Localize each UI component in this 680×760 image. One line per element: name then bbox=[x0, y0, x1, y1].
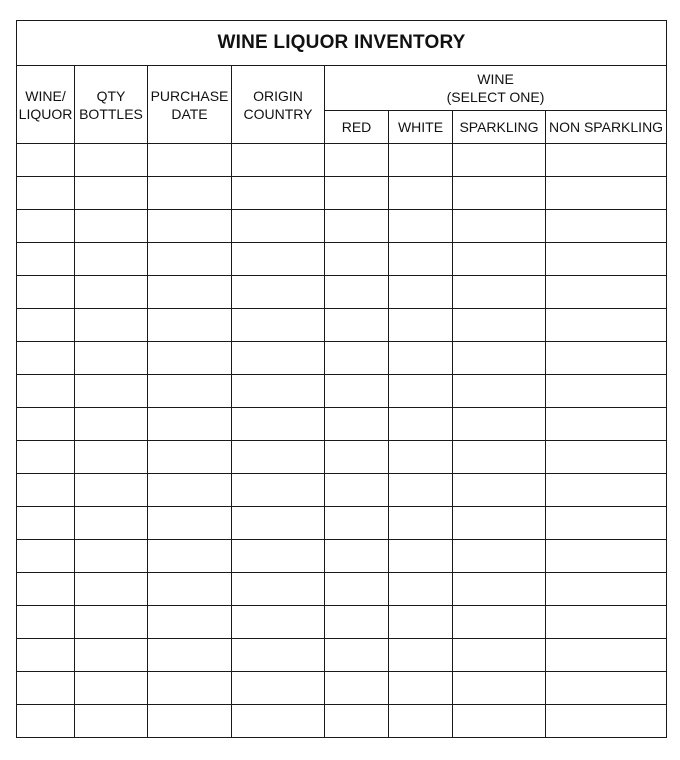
table-cell[interactable] bbox=[389, 342, 453, 375]
table-row bbox=[17, 474, 667, 507]
table-cell[interactable] bbox=[148, 177, 232, 210]
table-cell[interactable] bbox=[148, 507, 232, 540]
table-cell[interactable] bbox=[232, 210, 325, 243]
table-cell[interactable] bbox=[232, 540, 325, 573]
table-cell[interactable] bbox=[17, 705, 75, 738]
table-cell[interactable] bbox=[75, 573, 148, 606]
table-cell[interactable] bbox=[389, 606, 453, 639]
table-cell[interactable] bbox=[325, 375, 389, 408]
table-row bbox=[17, 309, 667, 342]
table-cell[interactable] bbox=[232, 672, 325, 705]
table-cell[interactable] bbox=[546, 441, 667, 474]
table-cell[interactable] bbox=[453, 144, 546, 177]
table-cell[interactable] bbox=[325, 573, 389, 606]
col-header-wine-group bbox=[325, 66, 667, 111]
table-cell[interactable] bbox=[453, 639, 546, 672]
table-cell[interactable] bbox=[453, 210, 546, 243]
table-cell[interactable] bbox=[546, 639, 667, 672]
col-header-line: QTY bbox=[96, 87, 126, 104]
table-cell[interactable] bbox=[389, 210, 453, 243]
table-cell[interactable] bbox=[17, 606, 75, 639]
table-row bbox=[17, 276, 667, 309]
table-cell[interactable] bbox=[17, 276, 75, 309]
table-cell[interactable] bbox=[75, 144, 148, 177]
col-header-line: PURCHASE bbox=[150, 87, 229, 104]
col-header-white: WHITE bbox=[389, 111, 453, 144]
table-cell[interactable] bbox=[17, 375, 75, 408]
table-row bbox=[17, 441, 667, 474]
table-row bbox=[17, 177, 667, 210]
table-cell[interactable] bbox=[546, 210, 667, 243]
table-cell[interactable] bbox=[148, 573, 232, 606]
inventory-title: WINE LIQUOR INVENTORY bbox=[17, 21, 667, 66]
table-cell[interactable] bbox=[75, 474, 148, 507]
table-cell[interactable] bbox=[453, 177, 546, 210]
table-cell[interactable] bbox=[148, 474, 232, 507]
table-cell[interactable] bbox=[232, 441, 325, 474]
col-header-line: COUNTRY bbox=[243, 105, 313, 122]
table-cell[interactable] bbox=[389, 507, 453, 540]
table-cell[interactable] bbox=[453, 375, 546, 408]
table-cell[interactable] bbox=[17, 573, 75, 606]
table-cell[interactable] bbox=[75, 177, 148, 210]
table-cell[interactable] bbox=[17, 177, 75, 210]
table-cell[interactable] bbox=[148, 144, 232, 177]
table-cell[interactable] bbox=[325, 144, 389, 177]
table-cell[interactable] bbox=[17, 309, 75, 342]
table-cell[interactable] bbox=[148, 309, 232, 342]
table-cell[interactable] bbox=[325, 342, 389, 375]
table-row bbox=[17, 243, 667, 276]
table-cell[interactable] bbox=[389, 474, 453, 507]
col-header-line: WINE/ bbox=[25, 87, 66, 104]
table-row bbox=[17, 507, 667, 540]
table-cell[interactable] bbox=[148, 375, 232, 408]
table-cell[interactable] bbox=[17, 672, 75, 705]
table-cell[interactable] bbox=[148, 639, 232, 672]
table-cell[interactable] bbox=[232, 606, 325, 639]
table-cell[interactable] bbox=[325, 606, 389, 639]
table-cell[interactable] bbox=[546, 276, 667, 309]
table-cell[interactable] bbox=[546, 309, 667, 342]
table-cell[interactable] bbox=[232, 705, 325, 738]
table-cell[interactable] bbox=[75, 507, 148, 540]
table-cell[interactable] bbox=[546, 375, 667, 408]
col-header-wine-liquor bbox=[17, 66, 75, 144]
table-cell[interactable] bbox=[546, 540, 667, 573]
table-cell[interactable] bbox=[148, 342, 232, 375]
table-cell[interactable] bbox=[546, 705, 667, 738]
table-cell[interactable] bbox=[325, 408, 389, 441]
table-cell[interactable] bbox=[546, 144, 667, 177]
col-header-non-sparkling: NON SPARKLING bbox=[546, 111, 667, 144]
table-cell[interactable] bbox=[389, 573, 453, 606]
table-cell[interactable] bbox=[75, 276, 148, 309]
table-cell[interactable] bbox=[453, 408, 546, 441]
table-cell[interactable] bbox=[389, 177, 453, 210]
table-cell[interactable] bbox=[389, 540, 453, 573]
table-cell[interactable] bbox=[75, 243, 148, 276]
table-cell[interactable] bbox=[453, 672, 546, 705]
table-cell[interactable] bbox=[17, 408, 75, 441]
table-cell[interactable] bbox=[75, 672, 148, 705]
table-cell[interactable] bbox=[453, 507, 546, 540]
table-cell[interactable] bbox=[17, 639, 75, 672]
table-row bbox=[17, 573, 667, 606]
table-cell[interactable] bbox=[232, 309, 325, 342]
table-cell[interactable] bbox=[17, 507, 75, 540]
table-cell[interactable] bbox=[148, 408, 232, 441]
table-cell[interactable] bbox=[148, 243, 232, 276]
table-cell[interactable] bbox=[17, 540, 75, 573]
table-cell[interactable] bbox=[389, 144, 453, 177]
table-cell[interactable] bbox=[389, 243, 453, 276]
col-header-line: DATE bbox=[171, 105, 208, 122]
table-cell[interactable] bbox=[453, 540, 546, 573]
table-row bbox=[17, 375, 667, 408]
col-header-line: WINE bbox=[477, 71, 514, 87]
col-header-line: ORIGIN bbox=[253, 87, 303, 104]
table-row bbox=[17, 210, 667, 243]
table-row bbox=[17, 408, 667, 441]
table-cell[interactable] bbox=[232, 408, 325, 441]
table-cell[interactable] bbox=[325, 177, 389, 210]
table-cell[interactable] bbox=[453, 474, 546, 507]
table-cell[interactable] bbox=[325, 309, 389, 342]
table-cell[interactable] bbox=[75, 705, 148, 738]
table-row bbox=[17, 540, 667, 573]
table-cell[interactable] bbox=[546, 342, 667, 375]
col-header-qty-bottles bbox=[75, 66, 148, 144]
table-row bbox=[17, 342, 667, 375]
table-cell[interactable] bbox=[389, 639, 453, 672]
table-cell[interactable] bbox=[546, 507, 667, 540]
table-cell[interactable] bbox=[75, 441, 148, 474]
table-cell[interactable] bbox=[325, 441, 389, 474]
table-cell[interactable] bbox=[546, 177, 667, 210]
col-header-origin-country bbox=[232, 66, 325, 144]
table-cell[interactable] bbox=[389, 375, 453, 408]
table-cell[interactable] bbox=[453, 573, 546, 606]
table-cell[interactable] bbox=[75, 540, 148, 573]
table-row bbox=[17, 144, 667, 177]
table-cell[interactable] bbox=[17, 144, 75, 177]
table-cell[interactable] bbox=[75, 375, 148, 408]
table-cell[interactable] bbox=[17, 342, 75, 375]
table-cell[interactable] bbox=[232, 639, 325, 672]
table-cell[interactable] bbox=[232, 342, 325, 375]
table-cell[interactable] bbox=[325, 639, 389, 672]
table-cell[interactable] bbox=[232, 573, 325, 606]
table-cell[interactable] bbox=[389, 408, 453, 441]
col-header-purchase-date bbox=[148, 66, 232, 144]
table-cell[interactable] bbox=[148, 210, 232, 243]
table-cell[interactable] bbox=[232, 375, 325, 408]
table-cell[interactable] bbox=[17, 210, 75, 243]
table-cell[interactable] bbox=[75, 606, 148, 639]
table-cell[interactable] bbox=[546, 606, 667, 639]
table-cell[interactable] bbox=[325, 540, 389, 573]
col-header-line: (SELECT ONE) bbox=[446, 89, 545, 105]
table-cell[interactable] bbox=[546, 573, 667, 606]
table-cell[interactable] bbox=[232, 177, 325, 210]
table-cell[interactable] bbox=[75, 309, 148, 342]
table-cell[interactable] bbox=[389, 441, 453, 474]
table-cell[interactable] bbox=[546, 474, 667, 507]
table-cell[interactable] bbox=[75, 408, 148, 441]
table-cell[interactable] bbox=[546, 408, 667, 441]
col-header-line: LIQUOR bbox=[18, 105, 73, 122]
table-cell[interactable] bbox=[75, 639, 148, 672]
table-cell[interactable] bbox=[389, 672, 453, 705]
table-cell[interactable] bbox=[453, 606, 546, 639]
table-cell[interactable] bbox=[17, 243, 75, 276]
table-cell[interactable] bbox=[546, 243, 667, 276]
inventory-table bbox=[16, 20, 667, 738]
table-row bbox=[17, 672, 667, 705]
table-cell[interactable] bbox=[75, 210, 148, 243]
table-cell[interactable] bbox=[148, 441, 232, 474]
table-cell[interactable] bbox=[232, 276, 325, 309]
table-cell[interactable] bbox=[389, 276, 453, 309]
col-header-sparkling: SPARKLING bbox=[453, 111, 546, 144]
table-row bbox=[17, 705, 667, 738]
table-cell[interactable] bbox=[389, 705, 453, 738]
table-cell[interactable] bbox=[453, 276, 546, 309]
table-cell[interactable] bbox=[148, 540, 232, 573]
inventory-rows bbox=[17, 144, 667, 738]
table-cell[interactable] bbox=[148, 705, 232, 738]
table-cell[interactable] bbox=[546, 672, 667, 705]
table-cell[interactable] bbox=[148, 606, 232, 639]
table-cell[interactable] bbox=[389, 309, 453, 342]
table-cell[interactable] bbox=[325, 672, 389, 705]
table-cell[interactable] bbox=[325, 210, 389, 243]
table-cell[interactable] bbox=[453, 309, 546, 342]
table-cell[interactable] bbox=[453, 342, 546, 375]
table-cell[interactable] bbox=[75, 342, 148, 375]
table-row bbox=[17, 639, 667, 672]
table-cell[interactable] bbox=[232, 474, 325, 507]
table-cell[interactable] bbox=[17, 441, 75, 474]
table-cell[interactable] bbox=[453, 243, 546, 276]
table-cell[interactable] bbox=[453, 441, 546, 474]
col-header-red: RED bbox=[325, 111, 389, 144]
table-row bbox=[17, 606, 667, 639]
table-cell[interactable] bbox=[232, 243, 325, 276]
table-cell[interactable] bbox=[17, 474, 75, 507]
table-cell[interactable] bbox=[232, 507, 325, 540]
table-cell[interactable] bbox=[232, 144, 325, 177]
table-cell[interactable] bbox=[325, 705, 389, 738]
table-cell[interactable] bbox=[148, 276, 232, 309]
table-cell[interactable] bbox=[325, 474, 389, 507]
table-cell[interactable] bbox=[453, 705, 546, 738]
table-cell[interactable] bbox=[325, 507, 389, 540]
col-header-line: BOTTLES bbox=[79, 105, 143, 122]
table-cell[interactable] bbox=[325, 243, 389, 276]
table-cell[interactable] bbox=[148, 672, 232, 705]
table-cell[interactable] bbox=[325, 276, 389, 309]
